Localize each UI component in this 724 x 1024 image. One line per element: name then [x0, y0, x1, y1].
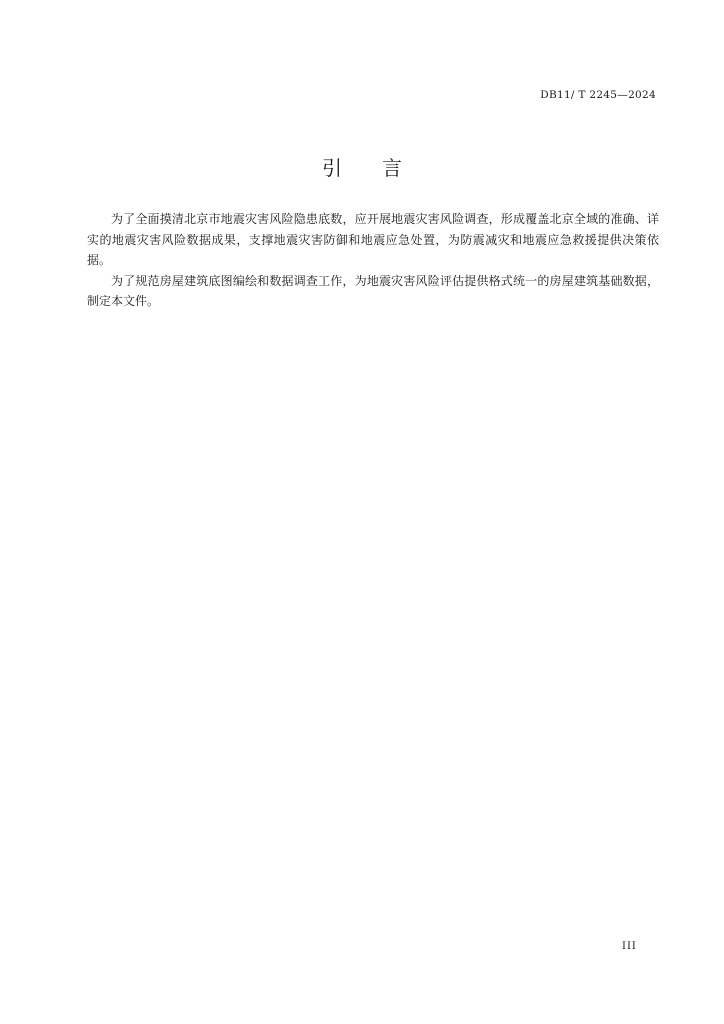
paragraph: 为了规范房屋建筑底图编绘和数据调查工作，为地震灾害风险评估提供格式统一的房屋建筑基础数据，制定本文件。 [87, 273, 659, 308]
paragraph: 为了全面摸清北京市地震灾害风险隐患底数，应开展地震灾害风险调查，形成覆盖北京全域的准确、详实的地震灾害风险数据成果，支撑地震灾害防御和地震应急处置，为防震减灾和地震应急救援提供决策依据。 [87, 212, 659, 267]
body-text [87, 209, 659, 312]
section-title: 引言 [322, 156, 442, 180]
standard-code: DB11/ T 2245—2024 [540, 89, 656, 101]
page-number: III [622, 941, 637, 952]
